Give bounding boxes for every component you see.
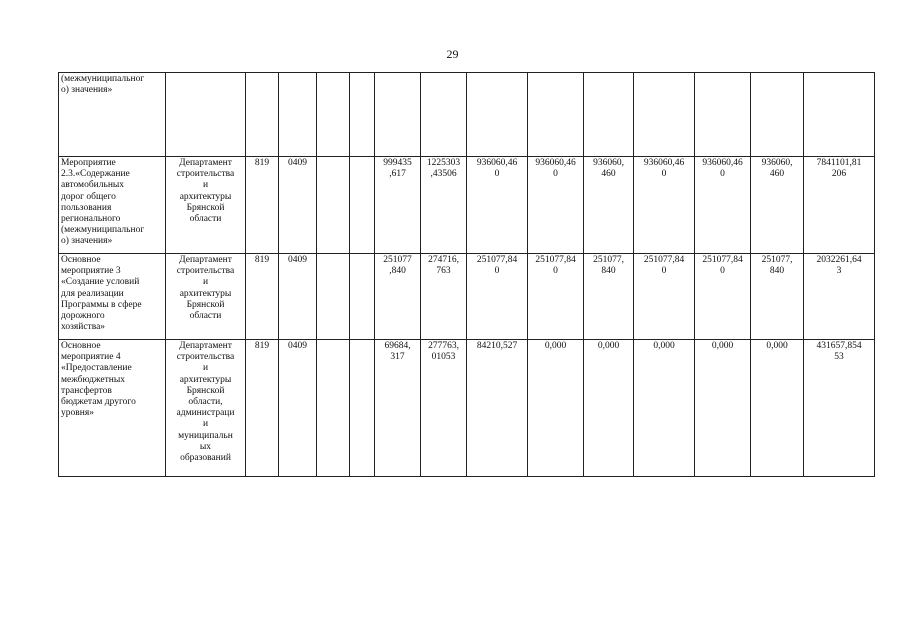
amount-cell: 0,000	[634, 340, 695, 477]
amount-cell: 84210,527	[467, 340, 528, 477]
amount-cell: 1225303 ,43506	[421, 157, 467, 254]
amount-cell: 936060,46 0	[634, 157, 695, 254]
amount-cell	[421, 73, 467, 157]
table-row	[59, 340, 875, 477]
table-row	[59, 157, 875, 254]
target-article-cell	[317, 340, 350, 477]
measure-description-cell: Мероприятие 2.3.«Содержание автомобильных дорог общего пользования регионального (межмуниципальног о) значения»	[59, 157, 166, 254]
page-number: 29	[446, 47, 459, 61]
grbs-code-cell	[246, 73, 279, 157]
amount-cell	[584, 73, 634, 157]
amount-cell: 431657,854 53	[804, 340, 875, 477]
table-row	[59, 254, 875, 340]
expense-type-cell	[350, 254, 375, 340]
grbs-code-cell: 819	[246, 254, 279, 340]
amount-cell: 0,000	[751, 340, 804, 477]
table-row	[59, 73, 875, 157]
measure-description-cell: (межмуниципальног о) значения»	[59, 73, 166, 157]
expense-type-cell	[350, 340, 375, 477]
amount-cell: 936060,46 0	[467, 157, 528, 254]
amount-cell: 0,000	[695, 340, 751, 477]
amount-cell	[528, 73, 584, 157]
amount-cell	[634, 73, 695, 157]
responsible-department-cell: Департамент строительства и архитектуры Брянской области, администраци и муниципальн ых образований	[166, 340, 246, 477]
amount-cell: 251077, 840	[751, 254, 804, 340]
amount-cell: 251077,84 0	[634, 254, 695, 340]
amount-cell: 999435 ,617	[375, 157, 421, 254]
amount-cell	[804, 73, 875, 157]
amount-cell: 936060,46 0	[695, 157, 751, 254]
amount-cell: 2032261,64 3	[804, 254, 875, 340]
amount-cell	[695, 73, 751, 157]
amount-cell: 936060, 460	[751, 157, 804, 254]
amount-cell: 7841101,81 206	[804, 157, 875, 254]
responsible-department-cell: Департамент строительства и архитектуры Брянской области	[166, 254, 246, 340]
section-code-cell: 0409	[279, 340, 317, 477]
target-article-cell	[317, 254, 350, 340]
amount-cell: 69684, 317	[375, 340, 421, 477]
budget-table	[58, 72, 875, 477]
responsible-department-cell: Департамент строительства и архитектуры Брянской области	[166, 157, 246, 254]
amount-cell: 251077,84 0	[467, 254, 528, 340]
expense-type-cell	[350, 73, 375, 157]
measure-description-cell: Основное мероприятие 4 «Предоставление межбюджетных трансфертов бюджетам другого уровня»	[59, 340, 166, 477]
amount-cell: 251077,84 0	[695, 254, 751, 340]
amount-cell: 936060,46 0	[528, 157, 584, 254]
grbs-code-cell: 819	[246, 340, 279, 477]
section-code-cell: 0409	[279, 157, 317, 254]
measure-description-cell: Основное мероприятие 3 «Создание условий для реализации Программы в сфере дорожного хозяйства»	[59, 254, 166, 340]
target-article-cell	[317, 157, 350, 254]
section-code-cell: 0409	[279, 254, 317, 340]
amount-cell	[751, 73, 804, 157]
amount-cell: 936060, 460	[584, 157, 634, 254]
expense-type-cell	[350, 157, 375, 254]
target-article-cell	[317, 73, 350, 157]
amount-cell: 274716, 763	[421, 254, 467, 340]
amount-cell: 251077, 840	[584, 254, 634, 340]
amount-cell: 277763, 01053	[421, 340, 467, 477]
amount-cell: 251077,84 0	[528, 254, 584, 340]
amount-cell: 0,000	[528, 340, 584, 477]
amount-cell: 0,000	[584, 340, 634, 477]
grbs-code-cell: 819	[246, 157, 279, 254]
section-code-cell	[279, 73, 317, 157]
responsible-department-cell	[166, 73, 246, 157]
amount-cell	[375, 73, 421, 157]
amount-cell	[467, 73, 528, 157]
amount-cell: 251077 ,840	[375, 254, 421, 340]
